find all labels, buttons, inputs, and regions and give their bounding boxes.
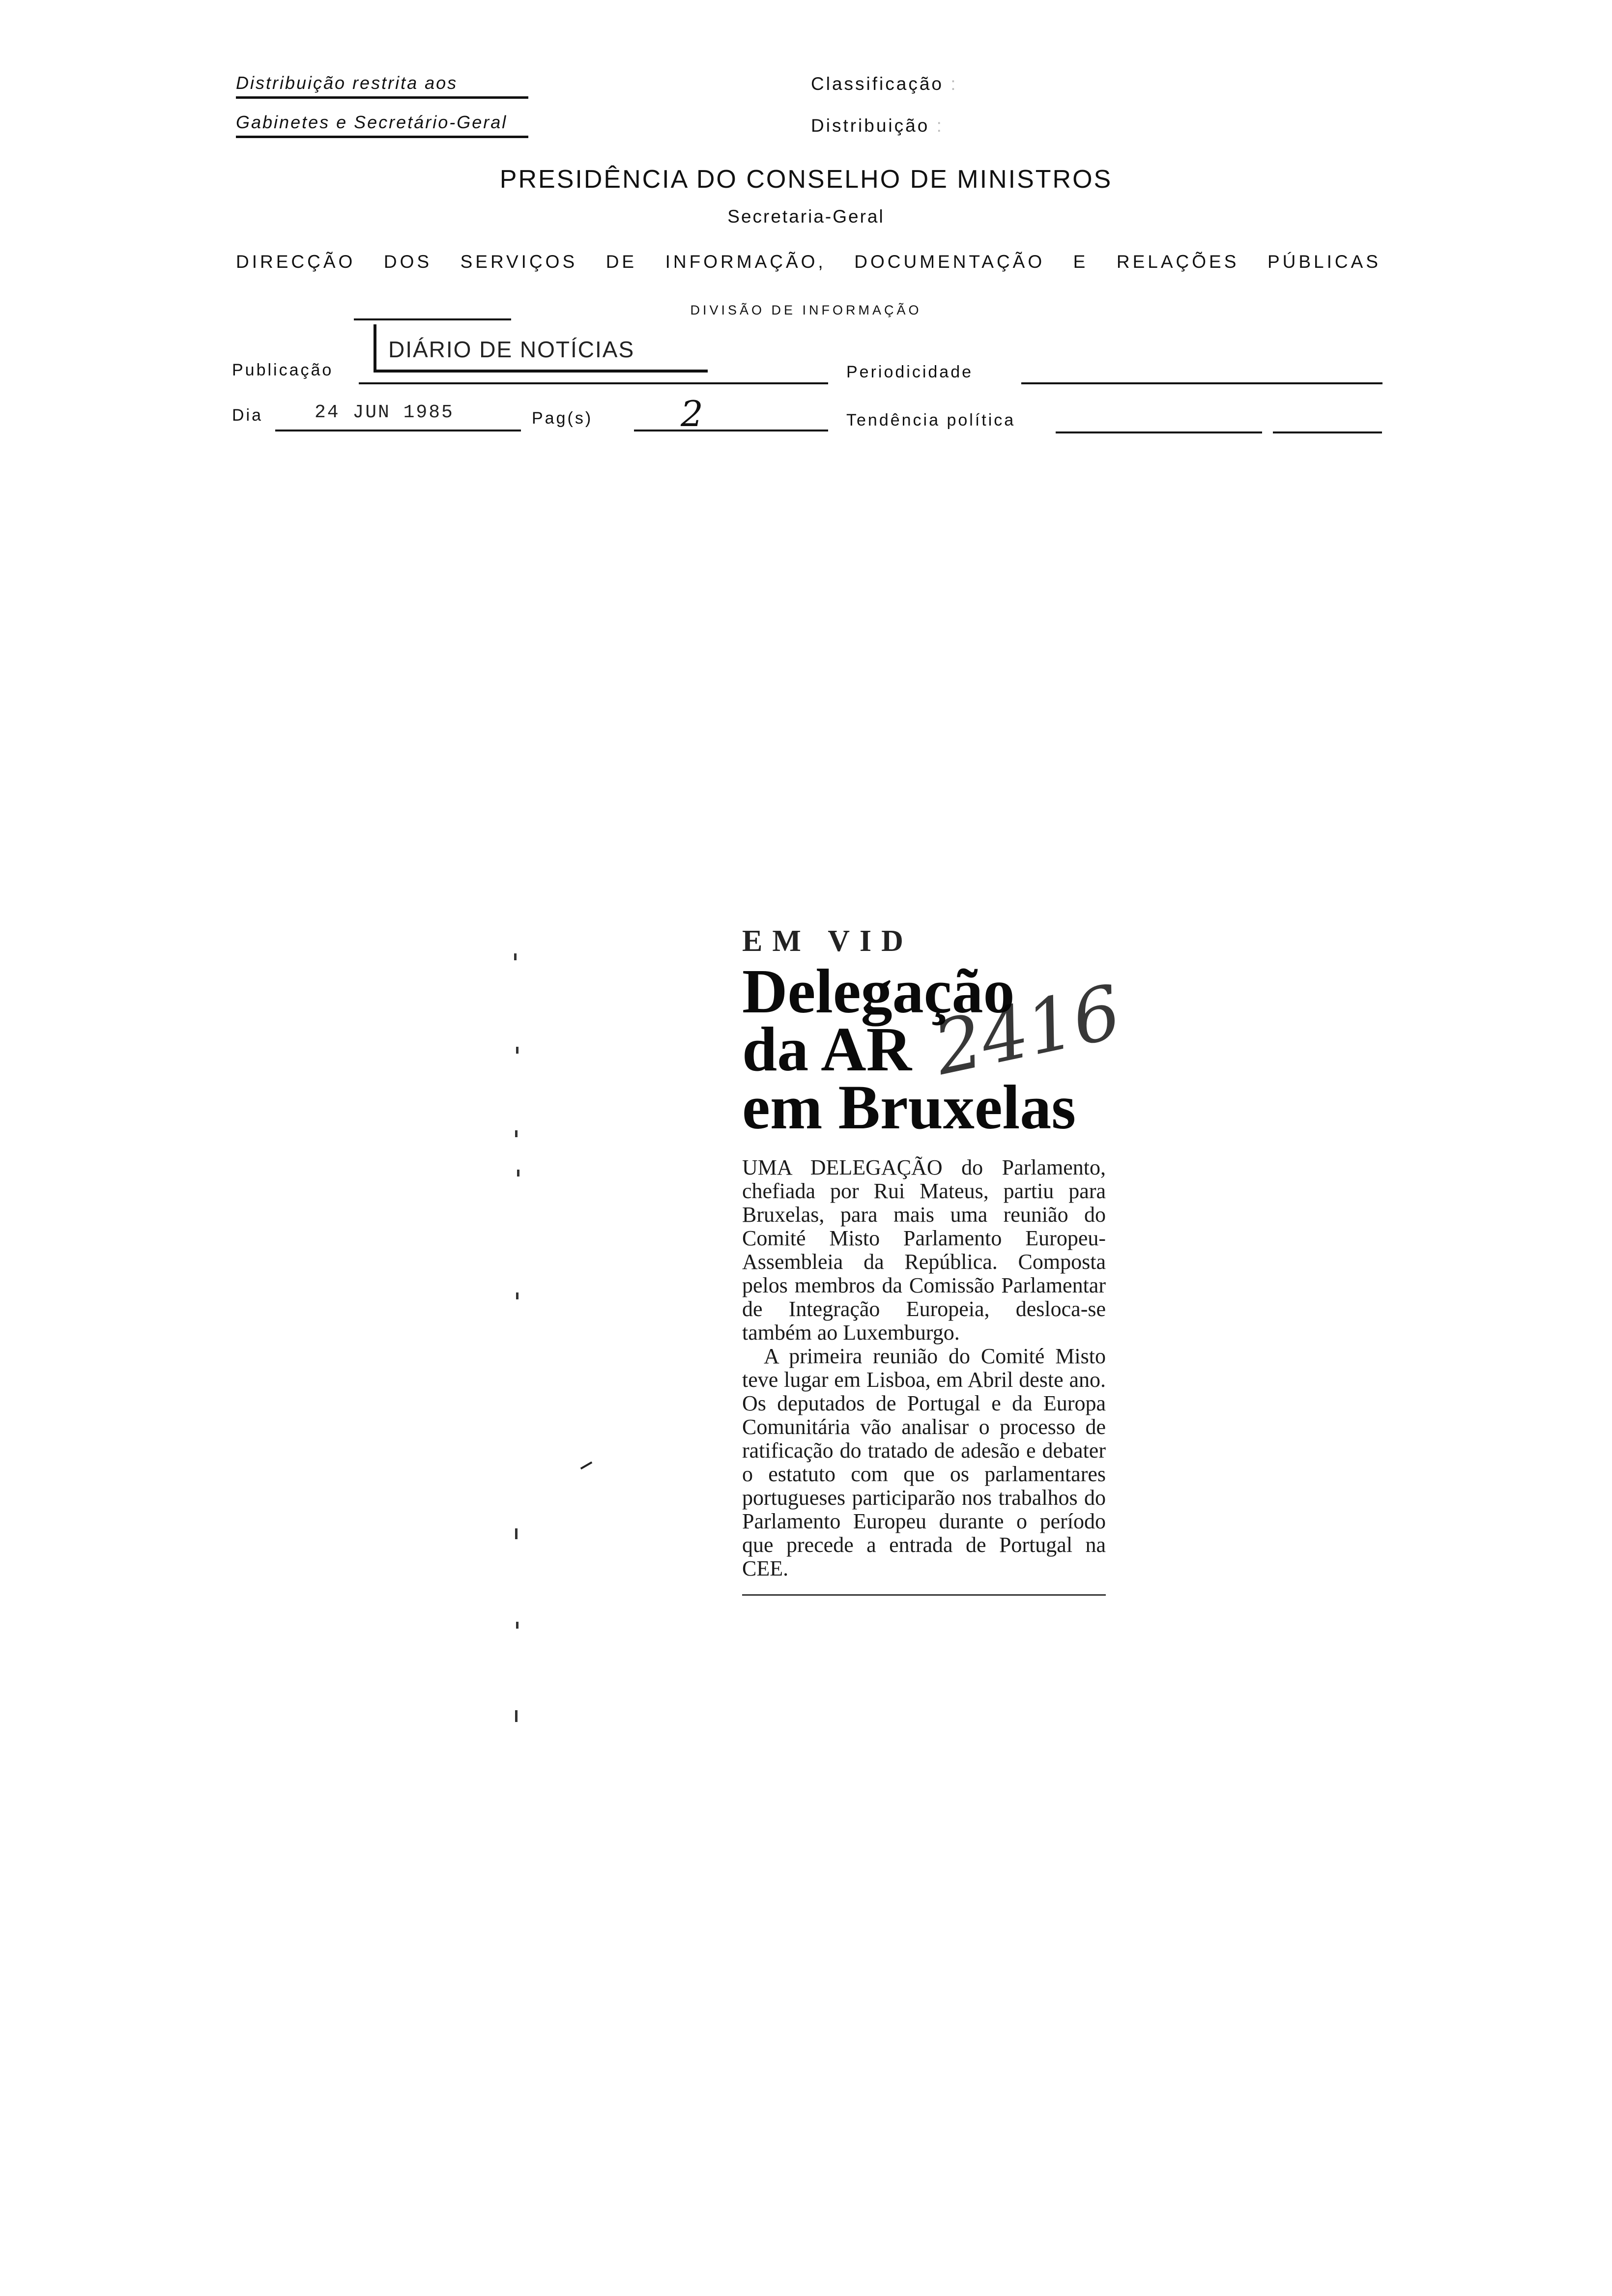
scan-speck	[516, 1292, 518, 1299]
pages-handwritten: 2	[681, 393, 703, 434]
scan-speck	[516, 1047, 518, 1054]
political-tendency-label: Tendência política	[846, 411, 1016, 430]
pages-label: Pag(s)	[532, 409, 593, 428]
stamp-bracket-top	[354, 318, 511, 320]
handwritten-annotation: 2416	[927, 969, 1128, 1092]
political-tendency-underline-2	[1273, 431, 1382, 433]
directorate-line	[236, 252, 1381, 272]
clipping-body	[742, 1156, 1106, 1580]
publication-stamp: DIÁRIO DE NOTÍCIAS	[388, 337, 635, 362]
scan-speck	[515, 1528, 518, 1539]
directorate-word: E	[1073, 252, 1089, 272]
scan-speck	[516, 1622, 518, 1629]
clipping-paragraph: UMA DELEGAÇÃO do Parlamento, chefiada por Rui Mateus, partiu para Bruxelas, para mais uma reunião do Comité Misto Parlamento Europeu-Assembleia da República. Composta pelos membros da Comissão Parlamentar de Integração Europeia, desloca-se também ao Luxemburgo.	[742, 1155, 1106, 1345]
division-label: DIVISÃO DE INFORMAÇÃO	[690, 303, 922, 317]
day-underline	[275, 430, 521, 431]
directorate-word: INFORMAÇÃO,	[665, 252, 826, 272]
clipping-paragraph: A primeira reunião do Comité Misto teve lugar em Lisboa, em Abril deste ano. Os deputados de Portugal e da Europa Comunitária vão analisar o processo de ratificação do tratado de adesão e debater o estatuto com que os parlamentares portugueses participarão nos trabalhos do Parlamento Europeu durante o período que precede a entrada de Portugal na CEE.	[742, 1344, 1106, 1580]
directorate-word: DIRECÇÃO	[236, 252, 356, 272]
periodicity-label: Periodicidade	[846, 363, 974, 381]
stamp-bracket-left	[374, 324, 376, 372]
directorate-word: RELAÇÕES	[1116, 252, 1239, 272]
scan-speck	[514, 953, 517, 960]
clipping-bottom-rule	[742, 1594, 1106, 1596]
political-tendency-underline	[1056, 431, 1262, 433]
directorate-word: SERVIÇOS	[460, 252, 578, 272]
directorate-word: DE	[605, 252, 637, 272]
restricted-distribution-line1: Distribuição restrita aos	[236, 73, 528, 99]
headline-line: em Bruxelas	[742, 1072, 1076, 1142]
scan-mark	[580, 1462, 593, 1469]
pages-underline	[634, 430, 828, 431]
distribution-label: Distribuição :	[811, 115, 944, 136]
scan-speck	[515, 1710, 518, 1722]
page-subtitle: Secretaria-Geral	[727, 206, 885, 227]
scan-speck	[517, 1170, 519, 1177]
stamp-bracket-bottom	[374, 370, 708, 373]
day-stamp: 24 JUN 1985	[315, 402, 454, 423]
directorate-word: PÚBLICAS	[1267, 252, 1381, 272]
publication-label: Publicação	[232, 361, 334, 379]
clipping-masthead-fragment: EM VID	[742, 924, 913, 958]
day-label: Dia	[232, 406, 263, 425]
scan-speck	[515, 1130, 518, 1137]
publication-underline	[359, 382, 828, 384]
page-title: PRESIDÊNCIA DO CONSELHO DE MINISTROS	[499, 165, 1113, 194]
directorate-word: DOS	[383, 252, 432, 272]
directorate-word: DOCUMENTAÇÃO	[854, 252, 1045, 272]
headline-line: Delegação	[742, 956, 1015, 1026]
periodicity-underline	[1021, 382, 1382, 384]
restricted-distribution-line2: Gabinetes e Secretário-Geral	[236, 112, 528, 138]
classification-label: Classificação :	[811, 74, 958, 94]
headline-line: da AR	[742, 1014, 912, 1084]
